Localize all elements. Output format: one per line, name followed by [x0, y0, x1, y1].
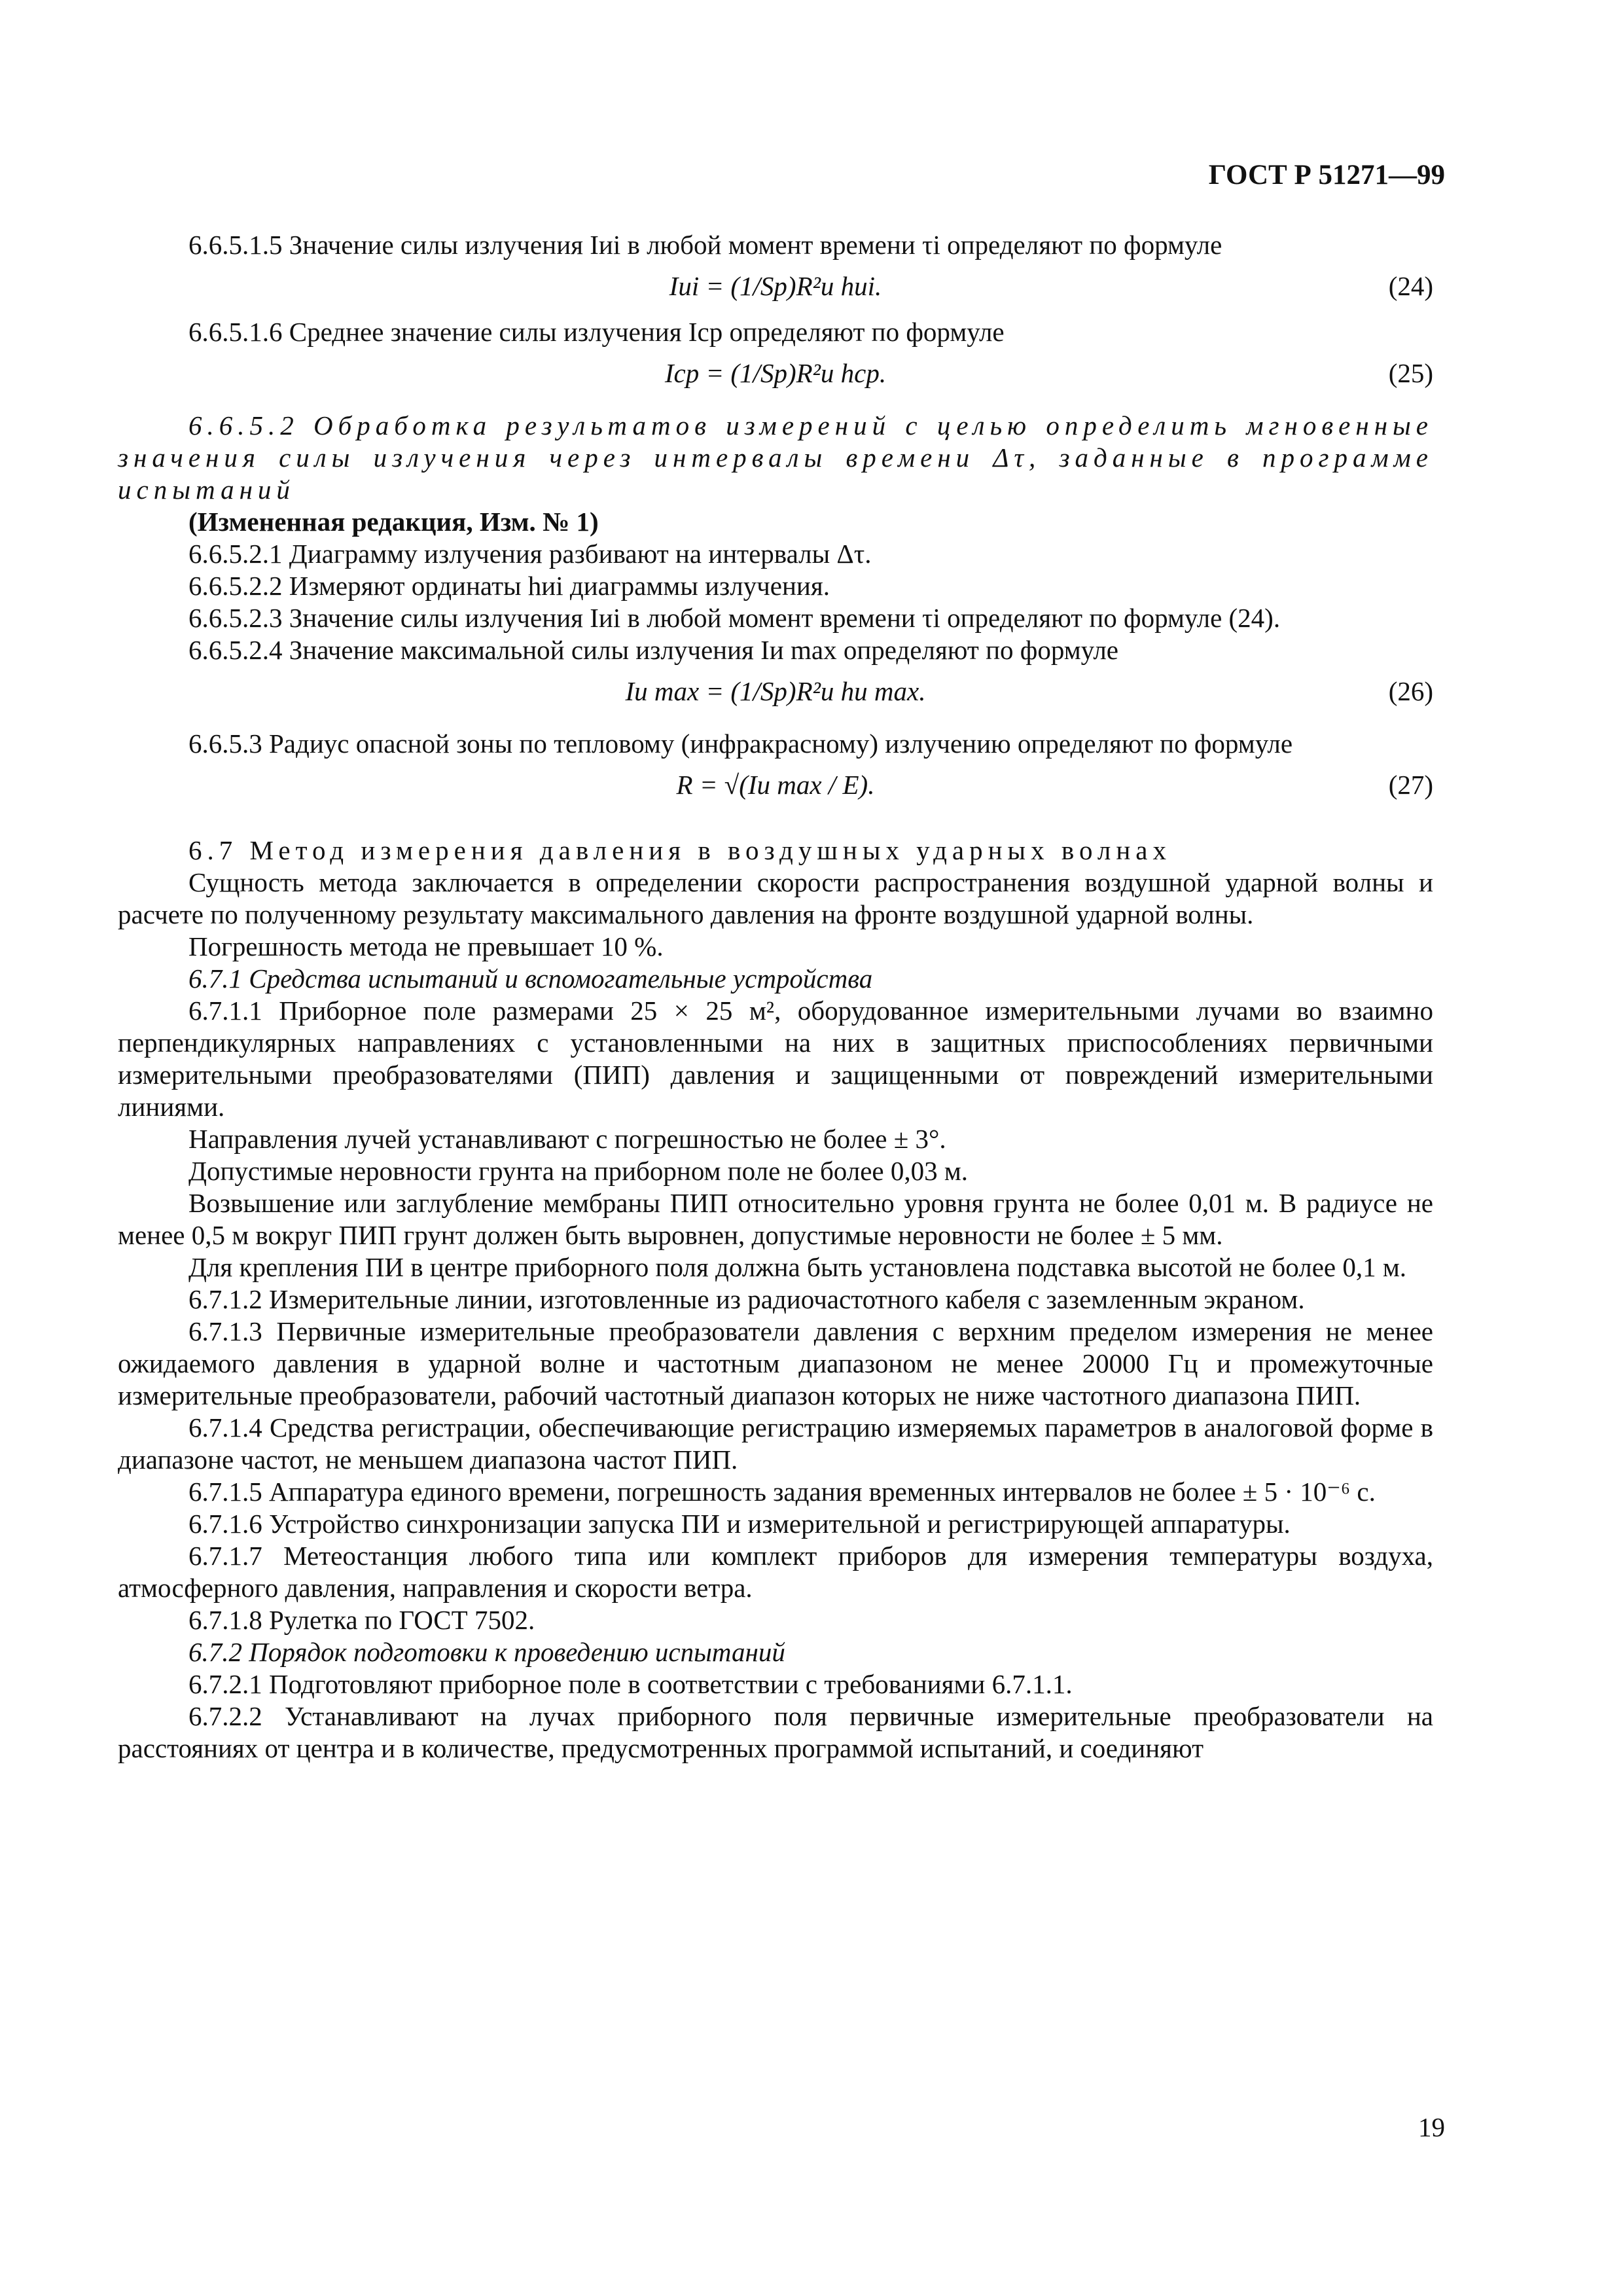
document-header: ГОСТ Р 51271—99 [1208, 160, 1445, 190]
paragraph-6-6-5-1-6: 6.6.5.1.6 Среднее значение силы излучения Iср определяют по формуле [188, 317, 1005, 347]
paragraph-6-6-5-2-4: 6.6.5.2.4 Значение максимальной силы излучения Iи max определяют по формуле [188, 635, 1119, 665]
formula-26-number: (26) [1388, 676, 1433, 706]
formula-27 [118, 765, 1433, 821]
formula-26-expression: Iи max = (1/Sp)R²и hи max. [625, 676, 926, 706]
formula-25-number: (25) [1388, 358, 1433, 388]
formula-25-expression: Iср = (1/Sp)R²и hср. [664, 358, 887, 388]
paragraph-6-6-5-3: 6.6.5.3 Радиус опасной зоны по тепловому (инфракрасному) излучению определяют по формуле [188, 728, 1293, 759]
paragraph-6-7-1-1: 6.7.1.1 Приборное поле размерами 25 × 25 м², оборудованное измерительными лучами во взаимно перпендикулярных направлениях с установленными на них в защитных приспособлениях первичными измерительными преобразователями (ПИП) давления и защищенными от повреждений измерительными линиями. [118, 996, 1433, 1122]
paragraph-6-6-5-2-2: 6.6.5.2.2 Измеряют ординаты hиi диаграммы излучения. [188, 571, 830, 601]
paragraph-membrane-elevation: Возвышение или заглубление мембраны ПИП относительно уровня грунта не более 0,01 м. В радиусе не менее 0,5 м вокруг ПИП грунт должен быть выровнен, допустимые неровности не более ± 5 мм. [118, 1188, 1433, 1250]
paragraph-method-error: Погрешность метода не превышает 10 %. [188, 931, 664, 961]
paragraph-stand-mounting: Для крепления ПИ в центре приборного поля должна быть установлена подставка высотой не более 0,1 м. [188, 1252, 1407, 1282]
formula-25 [118, 353, 1433, 397]
paragraph-beam-directions: Направления лучей устанавливают с погрешностью не более ± 3°. [188, 1124, 946, 1154]
paragraph-6-7-1-8: 6.7.1.8 Рулетка по ГОСТ 7502. [188, 1605, 535, 1635]
formula-24-expression: Iиi = (1/Sp)R²и hиi. [669, 271, 882, 301]
formula-27-expression: R = √(Iи max / E). [676, 770, 875, 800]
paragraph-6-7-1-7: 6.7.1.7 Метеостанция любого типа или комплект приборов для измерения температуры воздуха, атмосферного давления, направления и скорости ветра. [118, 1541, 1433, 1603]
paragraph-6-6-5-2: 6.6.5.2 Обработка результатов измерений с целью определить мгновенные значения силы излучения через интервалы времени Δτ, заданные в программе испытаний [118, 410, 1433, 505]
paragraph-ground-roughness: Допустимые неровности грунта на приборном поле не более 0,03 м. [188, 1156, 969, 1186]
subsection-6-7-2-title: 6.7.2 Порядок подготовки к проведению испытаний [188, 1637, 785, 1667]
paragraph-6-6-5-2-3: 6.6.5.2.3 Значение силы излучения Iиi в любой момент времени τi определяют по формуле (24). [188, 603, 1281, 633]
document-body [118, 229, 1433, 1765]
paragraph-6-6-5-1-5: 6.6.5.1.5 Значение силы излучения Iиi в любой момент времени τi определяют по формуле [188, 230, 1222, 260]
paragraph-6-7-2-2: 6.7.2.2 Устанавливают на лучах приборного поля первичные измерительные преобразователи на расстояниях от центра и в количестве, предусмотренных программой испытаний, и соединяют [118, 1701, 1433, 1763]
formula-27-number: (27) [1388, 770, 1433, 800]
paragraph-6-7-1-2: 6.7.1.2 Измерительные линии, изготовленные из радиочастотного кабеля с заземленным экраном. [188, 1284, 1305, 1314]
paragraph-6-7-1-3: 6.7.1.3 Первичные измерительные преобразователи давления с верхним пределом измерения не менее ожидаемого давления в ударной волне и частотным диапазоном не менее 20000 Гц и промежуточные измерительные преобразователи, рабочий частотный диапазон которых не ниже частотного диапазона ПИП. [118, 1316, 1433, 1410]
formula-26 [118, 672, 1433, 715]
paragraph-6-7-1-6: 6.7.1.6 Устройство синхронизации запуска ПИ и измерительной и регистрирующей аппаратуры. [188, 1509, 1291, 1539]
paragraph-6-6-5-2-1: 6.6.5.2.1 Диаграмму излучения разбивают на интервалы Δτ. [188, 539, 872, 569]
section-6-7-title: 6.7 Метод измерения давления в воздушных ударных волнах [188, 835, 1171, 865]
formula-24-number: (24) [1388, 271, 1433, 301]
paragraph-method-essence: Сущность метода заключается в определении скорости распространения воздушной ударной волны и расчете по полученному результату максимального давления на фронте воздушной ударной волны. [118, 867, 1433, 929]
subsection-6-7-1-title: 6.7.1 Средства испытаний и вспомогательные устройства [188, 963, 873, 994]
amendment-note: (Измененная редакция, Изм. № 1) [188, 507, 599, 537]
paragraph-6-7-2-1: 6.7.2.1 Подготовляют приборное поле в соответствии с требованиями 6.7.1.1. [188, 1669, 1073, 1699]
formula-24 [118, 266, 1433, 310]
paragraph-6-7-1-5: 6.7.1.5 Аппаратура единого времени, погрешность задания временных интервалов не более ± 5 · 10⁻⁶ с. [188, 1477, 1376, 1507]
page-number: 19 [1418, 2112, 1445, 2142]
paragraph-6-7-1-4: 6.7.1.4 Средства регистрации, обеспечивающие регистрацию измеряемых параметров в аналоговой форме в диапазоне частот, не меньшем диапазона частот ПИП. [118, 1412, 1433, 1475]
